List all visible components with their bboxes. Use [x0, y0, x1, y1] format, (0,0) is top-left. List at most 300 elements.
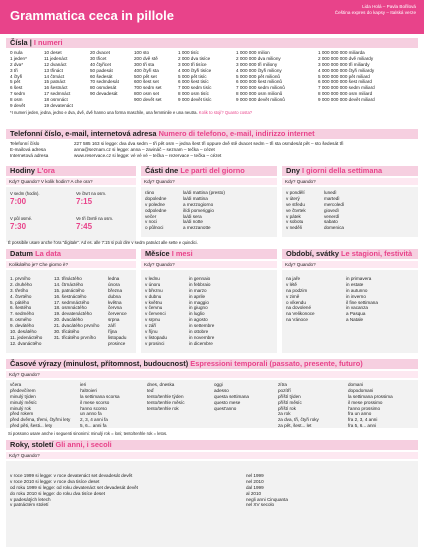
section-header	[282, 249, 418, 259]
list-item: sabato	[324, 219, 338, 225]
list-item: března	[108, 287, 123, 293]
list-item: negli anni Cinquanta	[246, 496, 288, 502]
phone-value: anna@seznam.cz si legge: anna – zavináč – seznam – tečka – cézet	[74, 146, 215, 152]
number-item: 1 000 000 000 miliarda	[318, 50, 365, 55]
question-box: Kdy? Quando?	[282, 261, 418, 268]
list-item: prosince	[108, 340, 126, 346]
list-item: in estate	[346, 281, 364, 287]
phone-label: Internetová adresa	[10, 152, 49, 158]
time-note: È possibile usare anche l'ora "digitale". Ad es. alle 7:15 si può dire v sedm patnáct alle sette e quindici.	[8, 240, 198, 245]
list-item: za rok	[278, 411, 291, 417]
list-item: odpoledne	[145, 207, 167, 213]
temporal-past-it	[80, 382, 120, 429]
list-item: 10. desátého	[10, 329, 37, 335]
list-item: ieri	[80, 382, 87, 387]
list-item: tento/tenhle rok	[147, 405, 179, 411]
number-item: 11 jedenáct	[44, 55, 68, 61]
day-parts-it	[183, 190, 225, 231]
number-item: 400 čtyři sta	[134, 67, 159, 73]
list-item: července	[108, 311, 127, 317]
months-section	[141, 249, 277, 355]
numbers-section	[6, 38, 418, 115]
heading-it: L'ora	[37, 166, 55, 175]
list-item: dnes, dneska	[147, 382, 175, 387]
list-item: in luglio	[189, 311, 205, 317]
list-item: in settembre	[189, 323, 215, 329]
list-item: il fine settimana	[346, 299, 378, 305]
list-item: v září	[145, 323, 157, 329]
number-item: 12 dvanáct	[44, 61, 67, 67]
phone-labels	[10, 141, 48, 159]
temporal-present-cz	[147, 382, 185, 411]
number-item: 60 šedesát	[90, 73, 113, 79]
section-header	[141, 166, 277, 176]
seasons-it	[346, 276, 378, 323]
section-header	[6, 440, 418, 450]
temporal-present-it	[214, 382, 249, 411]
years-it	[246, 473, 288, 508]
list-item: 19. devatenáctého	[54, 311, 92, 317]
list-item: minulý měsíc	[10, 399, 37, 405]
section-header	[6, 249, 136, 259]
list-item: v květnu	[145, 299, 163, 305]
number-item: 6 000 šest tisíc	[178, 79, 209, 85]
number-item: 9 000 devět tisíc	[178, 97, 212, 103]
list-item: listopadu	[108, 334, 127, 340]
list-item: na dovolené	[286, 305, 312, 311]
years-cz	[10, 473, 138, 508]
months-cz	[145, 276, 167, 347]
number-item: 8 000 osm tisíc	[178, 91, 209, 97]
number-item: 1 jeden*	[10, 55, 27, 61]
numbers-col-1	[10, 50, 27, 109]
list-item: la/di mattina	[183, 195, 208, 201]
list-item: za dva, tři, čtyři roky	[278, 417, 319, 423]
list-item: 12. dvanáctého	[10, 340, 42, 346]
heading-it: Numero di telefono, e-mail, indirizzo internet	[158, 129, 315, 138]
list-item: 18. osmnáctého	[54, 305, 87, 311]
list-item: předevčírem	[10, 387, 36, 393]
number-item: 800 osm set	[134, 91, 160, 97]
list-item: příští měsíc	[278, 399, 302, 405]
list-item: 3. třetího	[10, 287, 29, 293]
number-item: 15 patnáct	[44, 79, 66, 85]
list-item: příští rok	[278, 405, 296, 411]
heading-it: Le parti del giorno	[180, 166, 245, 175]
list-item: 6. šestého	[10, 305, 32, 311]
seasons-cz	[286, 276, 315, 323]
list-item: v úterý	[286, 195, 300, 201]
list-item: fra un anno	[348, 411, 372, 417]
list-item: večer	[145, 213, 157, 219]
number-item: 14 čtrnáct	[44, 73, 65, 79]
list-item: v březnu	[145, 287, 163, 293]
list-item: v říjnu	[145, 329, 158, 335]
heading-it: Gli anni, i secoli	[55, 440, 112, 449]
heading-cz: Části dne	[145, 166, 179, 175]
list-item: tento/tenhle týden	[147, 393, 184, 399]
number-item: 7 000 000 000 sedm miliard	[318, 85, 375, 91]
authors	[335, 4, 416, 16]
list-item: 7. sedmého	[10, 311, 35, 317]
heading-cz: Čísla	[10, 38, 28, 47]
number-item: 4 000 čtyři tisíce	[178, 67, 212, 73]
number-item: 5 000 000 000 pět miliard	[318, 73, 370, 79]
number-item: 2 000 000 dva miliony	[236, 55, 281, 61]
list-item: února	[108, 281, 120, 287]
section-header	[6, 359, 418, 369]
temporal-note: Si possono usare anche i seguenti sinonimi: minulý rok = loni; tento/tenhle rok = letos.	[8, 431, 168, 436]
list-item: nel XV secolo	[246, 502, 275, 508]
list-item: června	[108, 305, 122, 311]
list-item: v sobotu	[286, 219, 304, 225]
list-item: 17. sedmnáctého	[54, 299, 90, 305]
list-item: v padesátých letech	[10, 496, 51, 502]
list-item: v prosinci	[145, 340, 165, 346]
question-box: Kdy? Quando?	[282, 178, 418, 185]
list-item: 14. čtrnáctého	[54, 281, 84, 287]
question-box: Kdy? Quando? V kolik hodin? A che ora?	[6, 178, 136, 185]
list-item: venerdì	[324, 213, 340, 219]
list-item: in agosto	[189, 317, 208, 323]
list-item: in febbraio	[189, 281, 211, 287]
number-item: 9 000 000 devět milionů	[236, 97, 285, 103]
list-item: il/di pomeriggio	[183, 207, 214, 213]
list-item: al 2010	[246, 490, 262, 496]
list-item: 2. druhého	[10, 281, 32, 287]
number-item: 3 000 000 000 tři miliardy	[318, 61, 370, 67]
heading-cz: Hodiny	[10, 166, 36, 175]
list-item: v poledne	[145, 201, 165, 207]
number-item: 17 sedmnáct	[44, 91, 71, 97]
title-bar	[0, 0, 424, 34]
list-item: l'anno scorso	[80, 405, 107, 411]
list-item: září	[108, 323, 116, 329]
list-item: na jaře	[286, 276, 301, 281]
temporal-future-cz	[278, 382, 319, 429]
list-item: questo mese	[214, 399, 241, 405]
number-item: 50 padesát	[90, 67, 113, 73]
list-item: v létě	[286, 281, 297, 287]
section-header	[6, 129, 418, 139]
list-item: un anno fa	[80, 411, 102, 417]
number-item: 7 000 000 sedm milionů	[236, 85, 285, 91]
phone-values	[74, 141, 343, 159]
number-item: 1 000 000 milion	[236, 50, 270, 55]
heading-cz: Datum	[10, 249, 33, 258]
list-item: října	[108, 329, 117, 335]
list-item: příští týden	[278, 393, 301, 399]
list-item: la settimana prossima	[348, 393, 393, 399]
question-box: Kdy? Quando?	[6, 452, 418, 459]
list-item: fra 5, 6... anni	[348, 423, 377, 429]
section-header	[6, 166, 136, 176]
number-item: 5 000 pět tisíc	[178, 73, 207, 79]
phone-table	[6, 141, 418, 163]
list-item: 1. prvního	[10, 276, 31, 281]
list-item: ve čtvrtek	[286, 207, 306, 213]
list-item: fra 2, 3, 4 anni	[348, 417, 378, 423]
week-section	[282, 166, 418, 244]
list-item: 30. třicátého	[54, 329, 80, 335]
list-item: dopoledne	[145, 195, 167, 201]
temporal-past-cz	[10, 382, 70, 429]
list-item: 16. šestnáctého	[54, 293, 87, 299]
number-item: 2 000 dva tisíce	[178, 55, 211, 61]
heading-cz: Roky, století	[10, 440, 54, 449]
list-item: domenica	[324, 225, 344, 231]
hour-text: V sedm (hodin).	[10, 191, 40, 196]
book-line: Čeština expres do kapsy – Italská verze	[334, 10, 416, 15]
list-item: v únoru	[145, 281, 161, 287]
hour-text: Ve čtvrt na osm.	[76, 191, 107, 196]
number-item: 8 osm	[10, 97, 23, 103]
number-item: 600 šest set	[134, 79, 159, 85]
numbers-col-3	[90, 50, 119, 97]
number-item: 200 dvě stě	[134, 55, 158, 61]
heading-it: La data	[35, 249, 61, 258]
list-item: 2, 3, 4 anni fa	[80, 417, 108, 423]
list-item: oggi	[214, 382, 223, 387]
section-header: Čísla | I numeri	[6, 38, 418, 48]
list-item: 8. osmého	[10, 317, 32, 323]
number-item: 7 sedm	[10, 91, 26, 97]
list-item: a Pasqua	[346, 311, 366, 317]
list-item: v zimě	[286, 293, 300, 299]
number-item: 8 000 000 osm milionů	[236, 91, 283, 97]
list-item: 13. třináctého	[54, 276, 82, 281]
list-item: in giugno	[189, 305, 208, 311]
list-item: 20. dvacátého	[54, 317, 83, 323]
number-item: 7 000 sedm tisíc	[178, 85, 212, 91]
list-item: za pět, šest... let	[278, 423, 312, 429]
numbers-col-7	[318, 50, 375, 103]
phone-value: 227 585 163 si legge: dva dva sedm – tři pět osm – jedna šest tři oppure dvě stě dvacet sedm – tři sta osmdesát pět – sto šedesát tři	[74, 141, 344, 146]
list-item: před rokem	[10, 411, 34, 417]
list-item: zítra	[278, 382, 287, 387]
list-item: quest'anno	[214, 405, 237, 411]
number-item: 3 tři	[10, 67, 18, 73]
number-item: 13 třináct	[44, 67, 63, 73]
hour-value: 7:30	[10, 222, 27, 231]
heading-it: I giorni della settimana	[302, 166, 383, 175]
number-item: 30 třicet	[90, 55, 107, 61]
list-item: v pondělí	[286, 190, 305, 195]
list-item: ledna	[108, 276, 120, 281]
number-item: 18 osmnáct	[44, 97, 68, 103]
numbers-col-4	[134, 50, 162, 103]
number-item: 6 000 000 000 šest miliard	[318, 79, 372, 85]
heading-it: Espressioni temporali (passato, presente, futuro)	[190, 359, 363, 368]
list-item: il mese scorso	[80, 399, 110, 405]
list-item: od roku 1999 si legge: od roku devatenáct set devadesát devět	[10, 484, 138, 490]
list-item: v roce 2010 si legge: v roce dva tisíce deset	[10, 478, 100, 484]
number-item: 5 000 000 pět milionů	[236, 73, 280, 79]
heading-cz: Časové výrazy (minulost, přítomnost, budoucnost)	[10, 359, 189, 368]
list-item: in ottobre	[189, 329, 209, 335]
authors-line: Lida Holá – Pavla Bořilová	[362, 4, 416, 9]
number-item: 2 dva*	[10, 61, 24, 67]
list-item: 21. dvacátého prvního	[54, 323, 100, 329]
list-item: v červenci	[145, 311, 166, 317]
number-item: 16 šestnáct	[44, 85, 68, 91]
question-box: Kolikátého je? Che giorno è?	[6, 261, 136, 268]
list-item: in aprile	[189, 293, 206, 299]
number-item: 2 000 000 000 dvě miliardy	[318, 55, 374, 61]
week-it	[324, 190, 344, 231]
list-item: in marzo	[189, 287, 207, 293]
list-item: la/di sera	[183, 213, 202, 219]
number-item: 10 deset	[44, 50, 62, 55]
number-item: 900 devět set	[134, 97, 162, 103]
list-item: teď	[147, 387, 154, 393]
number-item: 6 000 000 šest milionů	[236, 79, 282, 85]
list-item: dal 1999	[246, 484, 264, 490]
list-item: v noci	[145, 219, 158, 225]
numbers-note	[10, 110, 252, 115]
section-header	[282, 166, 418, 176]
list-item: dubna	[108, 293, 121, 299]
list-item: v roce 1999 si legge: v roce devatenáct set devadesát devět	[10, 473, 133, 478]
list-item: in autunno	[346, 287, 368, 293]
number-item: 9 000 000 000 devět miliard	[318, 97, 375, 103]
list-item: v pátek	[286, 213, 301, 219]
question-box: Kdy? Quando?	[141, 261, 277, 268]
number-item: 6 šest	[10, 85, 23, 91]
date-col-2	[54, 276, 99, 341]
list-item: a mezzanotte	[183, 225, 211, 231]
list-item: v červnu	[145, 305, 163, 311]
list-item: giovedì	[324, 207, 339, 213]
list-item: do roku 2010 si legge: do roku dva tisíce deset	[10, 490, 105, 496]
list-item: il mese prossimo	[348, 399, 383, 405]
phone-label: Telefonní číslo	[10, 141, 40, 146]
number-item: 3 000 000 tři miliony	[236, 61, 278, 67]
phone-label: E-mailová adresa	[10, 146, 46, 152]
number-item: 3 000 tři tisíce	[178, 61, 207, 67]
list-item: o půlnoci	[145, 225, 164, 231]
number-item: 100 sto	[134, 50, 150, 55]
list-item: in novembre	[189, 334, 215, 340]
numbers-col-5	[178, 50, 211, 103]
list-item: na podzim	[286, 287, 308, 293]
hour-value: 7:00	[10, 197, 27, 206]
list-item: 11. jedenáctého	[10, 334, 43, 340]
list-item: in vacanza	[346, 305, 368, 311]
list-item: před dvěma, třemi, čtyřmi lety	[10, 417, 71, 423]
number-item: 19 devatenáct	[44, 103, 73, 109]
list-item: la/di notte	[183, 219, 203, 225]
date-col-3	[108, 276, 127, 347]
list-item: lunedì	[324, 190, 337, 195]
list-item: v lednu	[145, 276, 160, 281]
number-item: 4 000 000 000 čtyři miliardy	[318, 67, 375, 73]
list-item: a mezzogiorno	[183, 201, 214, 207]
list-item: 5, 6... anni fa	[80, 423, 107, 429]
day-parts-cz	[145, 190, 166, 231]
list-item: srpna	[108, 317, 120, 323]
hours-section	[6, 166, 136, 244]
number-item: 300 tři sta	[134, 61, 155, 67]
list-item: in maggio	[189, 299, 209, 305]
number-item: 4 000 000 čtyři miliony	[236, 67, 282, 73]
heading-cz: Měsíce	[145, 249, 170, 258]
phone-value: www.reservace.cz si legge: vé vé vé – tečka – rezervace – tečka – cézet	[74, 152, 222, 158]
list-item: domani	[348, 382, 364, 387]
hour-value: 7:15	[76, 197, 93, 206]
date-col-1	[10, 276, 42, 347]
list-item: mercoledì	[324, 201, 345, 207]
heading-it: I mesi	[171, 249, 193, 258]
number-item: 700 sedm set	[134, 85, 162, 91]
list-item: l'anno prossimo	[348, 405, 381, 411]
list-item: 5. pátého	[10, 299, 30, 305]
numbers-table	[6, 50, 418, 110]
phone-section	[6, 129, 418, 163]
list-item: in inverno	[346, 293, 366, 299]
page-title: Grammatica ceca in pillole	[10, 8, 175, 23]
list-item: v listopadu	[145, 334, 167, 340]
list-item: ve středu	[286, 201, 305, 207]
list-item: tento/tenhle měsíc	[147, 399, 185, 405]
number-item: 0 nula	[10, 50, 23, 55]
list-item: v srpnu	[145, 317, 161, 323]
list-item: na Vánoce	[286, 317, 308, 323]
list-item: l'altroieri	[80, 387, 97, 393]
heading-cz: Období, svátky	[286, 249, 339, 258]
list-item: questa settimana	[214, 393, 249, 399]
heading-it: I numeri	[33, 38, 63, 47]
list-item: nel 1999	[246, 473, 264, 478]
list-item: před pěti, šesti... lety	[10, 423, 53, 429]
list-item: 15. patnáctého	[54, 287, 85, 293]
hour-text: Ve tři čtvrtě na osm.	[76, 216, 114, 221]
list-item: o víkendu	[286, 299, 306, 305]
list-item: in dicembre	[189, 340, 213, 346]
list-item: 31. třicátého prvního	[54, 334, 96, 340]
list-item: v patnáctém století	[10, 502, 49, 508]
day-parts-section	[141, 166, 277, 244]
number-item: 500 pět set	[134, 73, 157, 79]
note-question: Kolik to stojí? Quanto costa?	[198, 110, 253, 115]
heading-cz: Dny	[286, 166, 300, 175]
number-item: 20 dvacet	[90, 50, 110, 55]
list-item: la/di mattina (presto)	[183, 190, 225, 195]
number-item: 70 sedmdesát	[90, 79, 119, 85]
temporal-future-it	[348, 382, 393, 429]
list-item: minulý týden	[10, 393, 36, 399]
list-item: a Natale	[346, 317, 364, 323]
list-item: dopodomani	[348, 387, 374, 393]
list-item: 4. čtvrtého	[10, 293, 32, 299]
list-item: la settimana scorsa	[80, 393, 120, 399]
heading-it: Le stagioni, festività	[341, 249, 413, 258]
question-box: Kdy? Quando?	[6, 371, 418, 378]
list-item: nel 2010	[246, 478, 264, 484]
list-item: ráno	[145, 190, 155, 195]
question-box: Kdy? Quando?	[141, 178, 277, 185]
list-item: minulý rok	[10, 405, 31, 411]
list-item: in gennaio	[189, 276, 211, 281]
list-item: 9. devátého	[10, 323, 35, 329]
number-item: 5 pět	[10, 79, 21, 85]
numbers-col-6	[236, 50, 285, 103]
list-item: adesso	[214, 387, 229, 393]
hour-value: 7:45	[76, 222, 93, 231]
number-item: 4 čtyři	[10, 73, 23, 79]
list-item: května	[108, 299, 122, 305]
number-item: 9 devět	[10, 103, 26, 109]
